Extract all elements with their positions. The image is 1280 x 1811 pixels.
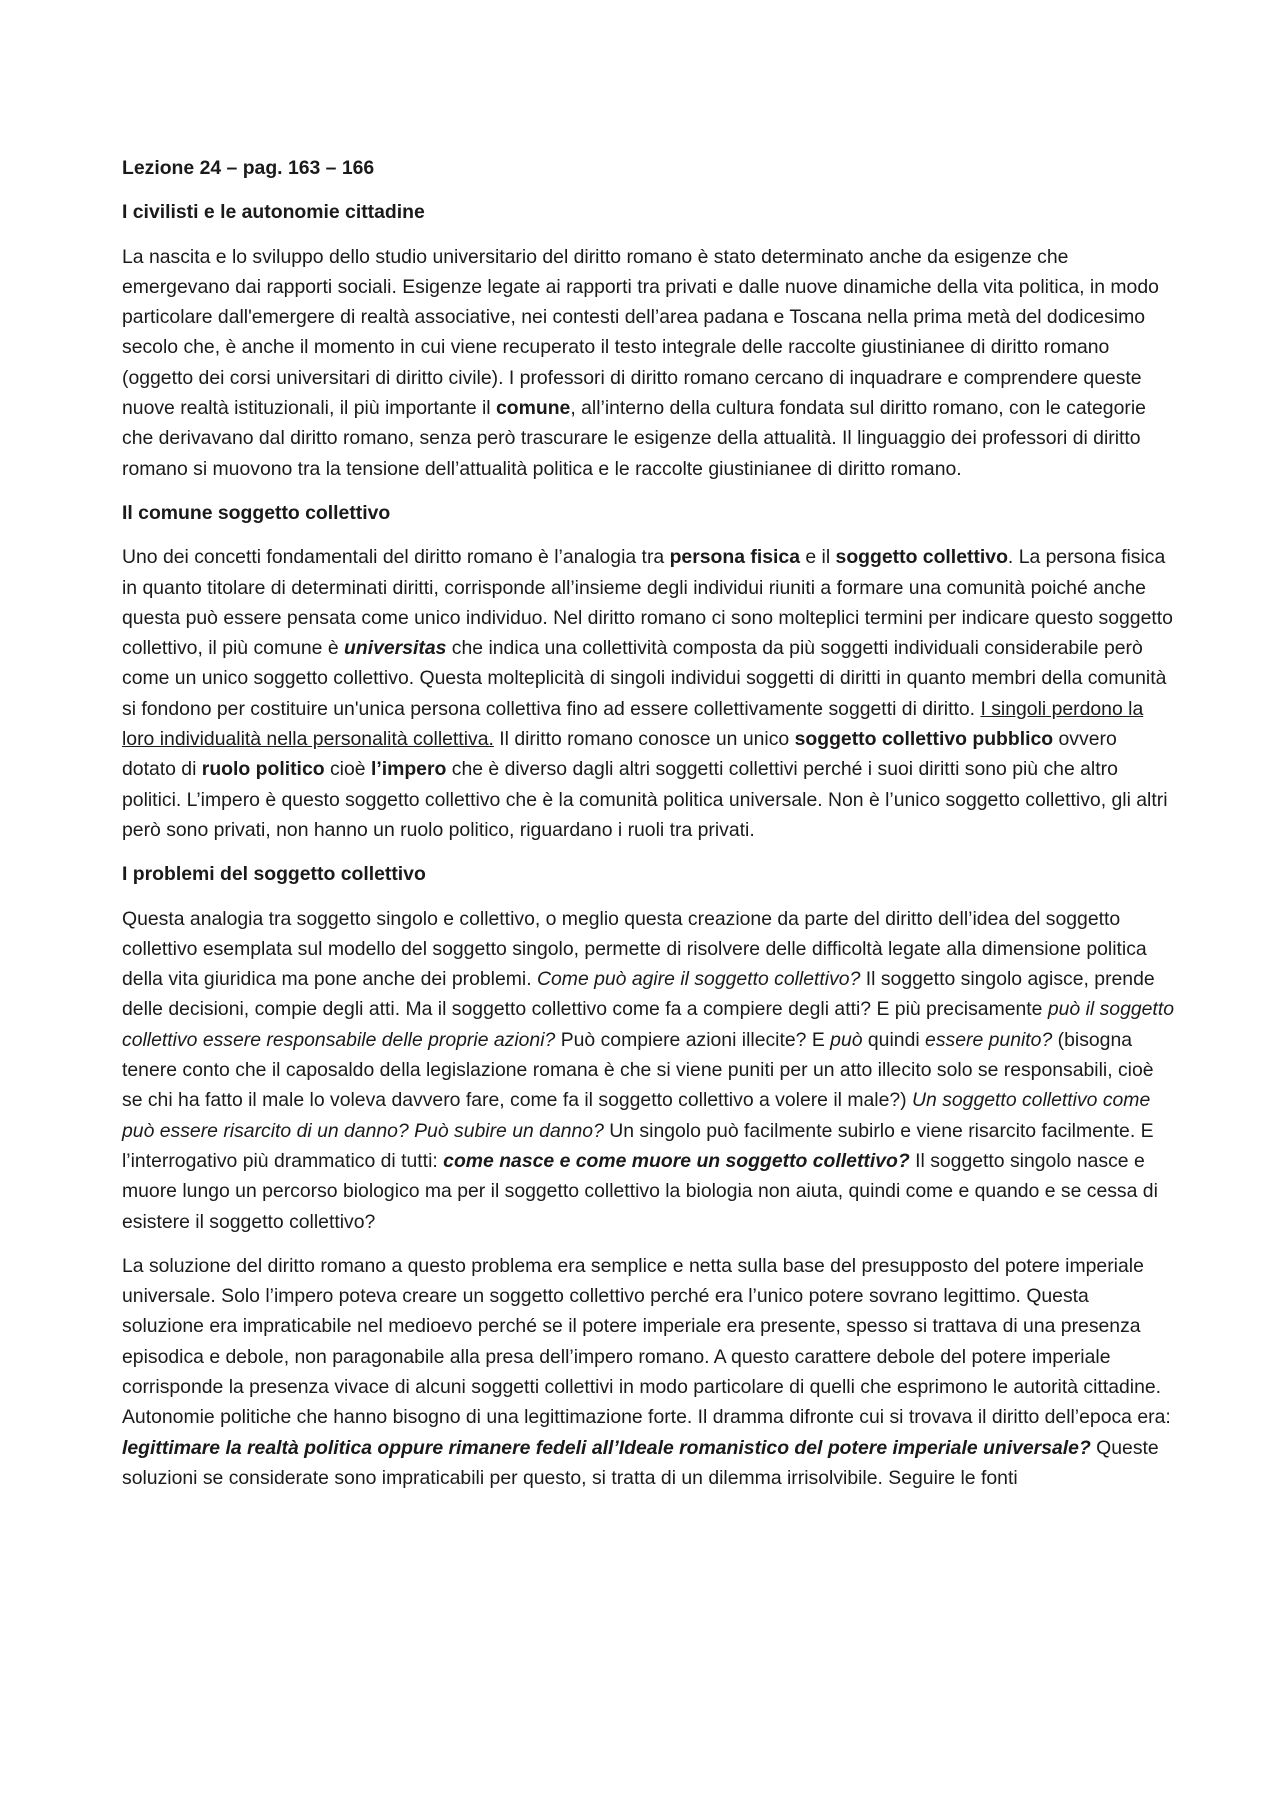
text-run: Queste soluzioni se considerate sono impraticabili per questo, si tratta di un dilemma irrisolvibile. Seguire le fonti <box>122 1436 1159 1489</box>
section-title: I civilisti e le autonomie cittadine <box>122 201 425 224</box>
text-run: Questa analogia tra soggetto singolo e collettivo, o meglio questa creazione da parte del diritto dell’idea del soggetto collettivo esemplata sul modello del soggetto singolo, permette di risolvere delle difficoltà legate alla dimensione politica della vita giuridica ma pone anche dei problemi. <box>122 907 1147 991</box>
paragraph <box>122 904 1174 1237</box>
italic-text-run: Un soggetto collettivo come può essere risarcito di un danno? Può subire un danno? <box>122 1089 1151 1142</box>
bolditalic-text-run: universitas <box>344 637 447 660</box>
bold-text-run: l’impero <box>370 758 447 781</box>
paragraph <box>122 542 1174 845</box>
text-run: ovvero dotato di <box>122 728 1117 781</box>
text-run: (bisogna tenere conto che il caposaldo della legislazione romana è che si viene puniti per un atto illecito solo se responsabili, cioè se chi ha fatto il male lo voleva davvero fare, come fa il soggetto collettivo a volere il male?) <box>122 1028 1154 1112</box>
paragraph <box>122 1251 1174 1493</box>
text-run: quindi <box>862 1028 926 1051</box>
text-run: La nascita e lo sviluppo dello studio universitario del diritto romano è stato determinato anche da esigenze che emergevano dai rapporti sociali. Esigenze legate ai rapporti tra privati e dalle nuove dinamiche della vita politica, in modo particolare dall'emergere di realtà associative, nei contesti dell’area padana e Toscana nella prima metà del dodicesimo secolo che, è anche il momento in cui viene recuperato il testo integrale delle raccolte giustinianee di diritto romano (oggetto dei corsi universitari di diritto civile). I professori di diritto romano cercano di inquadrare e comprendere queste nuove realtà istituzionali, il più importante il <box>122 245 1159 420</box>
bold-text-run: soggetto collettivo pubblico <box>794 728 1054 751</box>
bolditalic-text-run: legittimare la realtà politica oppure rimanere fedeli all’Ideale romanistico del potere imperiale universale? <box>122 1436 1091 1459</box>
bolditalic-text-run: come nasce e come muore un soggetto collettivo? <box>443 1149 910 1172</box>
text-run: che è diverso dagli altri soggetti collettivi perché i suoi diritti sono più che altro politici. L’impero è questo soggetto collettivo che è la comunità politica universale. Non è l’unico soggetto collettivo, gli altri però sono privati, non hanno un ruolo politico, riguardano i ruoli tra privati. <box>122 758 1168 841</box>
italic-text-run: può <box>830 1028 863 1051</box>
text-run: che indica una collettività composta da più soggetti individuali considerabile però come un unico soggetto collettivo. Questa molteplicità di singoli individui soggetti di diritti in quanto membri della comunità si fondono per costituire un'unica persona collettiva fino ad essere collettivamente soggetti di diritto. <box>122 637 1167 720</box>
text-run: Un singolo può facilmente subirlo e viene risarcito facilmente. E l’interrogativo più drammatico di tutti: <box>122 1119 1154 1172</box>
lesson-header: Lezione 24 – pag. 163 – 166 <box>122 157 375 179</box>
bold-text-run: ruolo politico <box>201 758 325 781</box>
text-run: La soluzione del diritto romano a questo problema era semplice e netta sulla base del presupposto del potere imperiale universale. Solo l’impero poteva creare un soggetto collettivo perché era l’unico potere sovrano legittimo. Questa soluzione era impraticabile nel medioevo perché se il potere imperiale era presente, spesso si trattava di una presenza episodica e debole, non paragonabile alla presa dell’impero romano. A questo carattere debole del potere imperiale corrisponde la presenza vivace di alcuni soggetti collettivi in modo particolare di quelli che esprimono le autorità cittadine. Autonomie politiche che hanno bisogno di una legittimazione forte. Il dramma difronte cui si trovava il diritto dell’epoca era: <box>122 1254 1171 1429</box>
bold-text-run: comune <box>496 397 571 420</box>
italic-text-run: essere punito? <box>925 1028 1053 1051</box>
paragraph <box>122 242 1174 484</box>
italic-text-run: può il soggetto collettivo essere responsabile delle proprie azioni? <box>122 998 1174 1051</box>
section-title: Il comune soggetto collettivo <box>122 501 391 524</box>
text-run: Può compiere azioni illecite? E <box>555 1028 831 1051</box>
text-run: , all’interno della cultura fondata sul diritto romano, con le categorie che derivavano dal diritto romano, senza però trascurare le esigenze della attualità. Il linguaggio dei professori di diritto romano si muovono tra la tensione dell’attualità politica e le raccolte giustinianee di diritto romano. <box>122 397 1146 480</box>
text-run: Il soggetto singolo agisce, prende delle decisioni, compie degli atti. Ma il soggetto collettivo come fa a compiere degli atti? E più precisamente <box>122 968 1155 1021</box>
italic-text-run: Come può agire il soggetto collettivo? <box>537 968 861 991</box>
text-run: e il <box>799 546 836 569</box>
section-title: I problemi del soggetto collettivo <box>122 863 426 886</box>
underline-text-run: I singoli perdono la loro individualità nella personalità collettiva. <box>122 697 1144 751</box>
text-run: Il soggetto singolo nasce e muore lungo un percorso biologico ma per il soggetto collettivo la biologia non aiuta, quindi come e quando e se cessa di esistere il soggetto collettivo? <box>122 1149 1158 1233</box>
text-run: cioè <box>324 758 371 781</box>
text-run: Il diritto romano conosce un unico <box>493 728 795 751</box>
bold-text-run: persona fisica <box>669 546 800 569</box>
bold-text-run: soggetto collettivo <box>835 546 1008 569</box>
text-run: . La persona fisica in quanto titolare di determinati diritti, corrisponde all’insieme degli individui riuniti a formare una comunità poiché anche questa può essere pensata come unico individuo. Nel diritto romano ci sono molteplici termini per indicare questo soggetto collettivo, il più comune è <box>122 546 1173 660</box>
text-run: Uno dei concetti fondamentali del diritto romano è l’analogia tra <box>122 546 670 569</box>
document-body <box>122 153 1174 1507</box>
